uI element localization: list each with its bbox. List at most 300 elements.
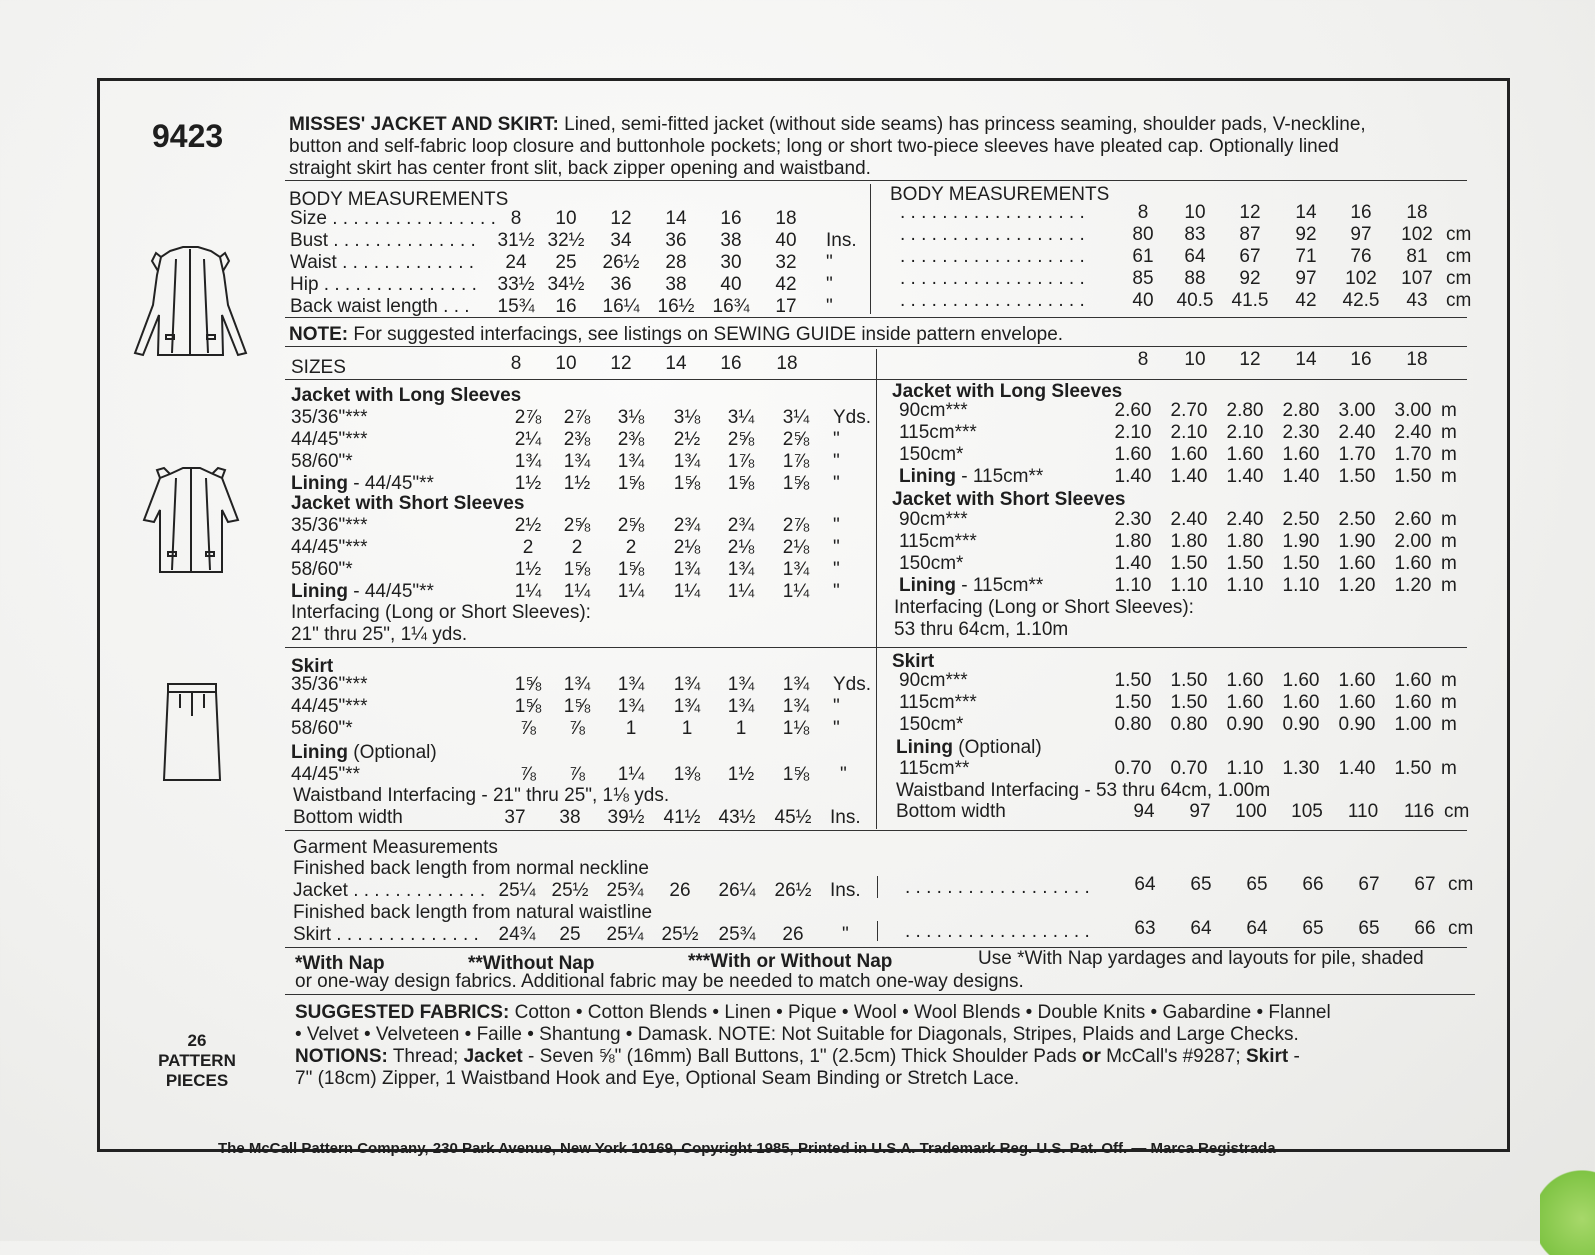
body-row-value: 10 bbox=[555, 208, 577, 229]
body-row-value: 8 bbox=[510, 208, 522, 229]
jacket-long-row-value: 1¾ bbox=[673, 451, 701, 472]
metric-jacket-short-row-value: 2.50 bbox=[1338, 509, 1376, 530]
bottom-width-value: 38 bbox=[559, 807, 581, 828]
metric-skirt-row-value: 1.00 bbox=[1394, 714, 1432, 735]
divider bbox=[876, 349, 877, 829]
jacket-short-row-value: 1½ bbox=[514, 559, 542, 580]
metric-waistband-interfacing: Waistband Interfacing - 53 thru 64cm, 1.00m bbox=[896, 780, 1271, 801]
waistband-interfacing: Waistband Interfacing - 21" thru 25", 1⅛ yds. bbox=[293, 785, 670, 806]
body-metric-row-value: 16 bbox=[1350, 202, 1372, 223]
jacket-short-row-value: 2⅛ bbox=[782, 537, 810, 558]
jacket-long-row-value: 1⅝ bbox=[782, 473, 810, 494]
header-line-1 bbox=[289, 114, 1366, 136]
skirt-row-value: 1¾ bbox=[563, 674, 591, 695]
metric-jacket-short-row-value: 1.20 bbox=[1338, 575, 1376, 596]
metric-jacket-long-row-value: 1.50 bbox=[1338, 466, 1376, 487]
metric-jacket-short-row-value: 1.80 bbox=[1170, 531, 1208, 552]
metric-jacket-long-row-value: 2.70 bbox=[1170, 400, 1208, 421]
body-row-label: Hip . . . . . . . . . . . . . . . bbox=[290, 274, 477, 295]
notions-skirt: Skirt bbox=[1246, 1046, 1289, 1067]
body-metric-row-unit: cm bbox=[1446, 246, 1472, 267]
metric-lining-row-value: 1.10 bbox=[1226, 758, 1264, 779]
metric-jacket-short-row-value: 1.60 bbox=[1338, 553, 1376, 574]
jacket-long-row-value: 1⅝ bbox=[727, 473, 755, 494]
metric-jacket-long-row-value: 2.60 bbox=[1114, 400, 1152, 421]
jacket-short-row-value: 1⅝ bbox=[617, 559, 645, 580]
jacket-long-row-label-text: 44/45"*** bbox=[291, 429, 368, 450]
metric-jacket-long-row-value: 2.40 bbox=[1338, 422, 1376, 443]
metric-skirt-row-value: 0.80 bbox=[1114, 714, 1152, 735]
jacket-long-row-label-rest: - 44/45"** bbox=[347, 473, 434, 494]
garment-jacket-metric-value: 66 bbox=[1302, 874, 1324, 895]
metric-skirt-row-unit: m bbox=[1441, 670, 1457, 691]
metric-jacket-long-row-value: 2.10 bbox=[1226, 422, 1264, 443]
metric-jacket-long-row-unit: m bbox=[1441, 444, 1457, 465]
bottom-width-value: 41½ bbox=[663, 807, 701, 828]
metric-skirt-row-value: 0.90 bbox=[1282, 714, 1320, 735]
header-desc-1: Lined, semi-fitted jacket (without side seams) has princess seaming, shoulder pads, V-neckline, bbox=[558, 114, 1366, 135]
jacket-long-row-value: 1⅝ bbox=[673, 473, 701, 494]
metric-jacket-short-row-label-text: 90cm*** bbox=[899, 509, 968, 530]
jacket-short-row-value: 2⅝ bbox=[563, 515, 591, 536]
divider bbox=[285, 994, 1475, 995]
body-row-value: 40 bbox=[775, 230, 797, 251]
body-metric-dots: . . . . . . . . . . . . . . . . . . bbox=[900, 268, 1085, 289]
skirt-row-value: 1⅛ bbox=[782, 718, 810, 739]
metric-bottom-width-value: 110 bbox=[1347, 801, 1379, 822]
body-metric-row-value: 85 bbox=[1132, 268, 1154, 289]
body-metric-row-value: 92 bbox=[1239, 268, 1261, 289]
metric-bottom-width-value: 105 bbox=[1291, 801, 1323, 822]
short-sleeve-jacket-sketch bbox=[140, 460, 244, 577]
size-header-value: 12 bbox=[610, 353, 632, 374]
metric-skirt-row-value: 1.60 bbox=[1338, 670, 1376, 691]
metric-skirt-row-label bbox=[899, 692, 977, 714]
metric-jacket-long-row-value: 3.00 bbox=[1338, 400, 1376, 421]
skirt-row-label bbox=[291, 674, 367, 696]
body-row-value: 26½ bbox=[602, 252, 640, 273]
body-metric-row-value: 14 bbox=[1295, 202, 1317, 223]
garment-skirt-metric-value: 65 bbox=[1358, 918, 1380, 939]
skirt-row-value: 1 bbox=[735, 718, 747, 739]
size-header-value: 16 bbox=[720, 353, 742, 374]
garment-jacket-metric-value: 64 bbox=[1134, 874, 1156, 895]
body-row-label: Back waist length . . . bbox=[290, 296, 470, 317]
body-metric-row-unit: cm bbox=[1446, 290, 1472, 311]
metric-jacket-short-row-value: 2.60 bbox=[1394, 509, 1432, 530]
metric-skirt-row-label bbox=[899, 670, 968, 692]
header-title: MISSES' JACKET AND SKIRT: bbox=[289, 114, 559, 135]
body-row-value: 28 bbox=[665, 252, 687, 273]
skirt-lining-row-label: 44/45"** bbox=[291, 764, 361, 785]
garment-heading: Garment Measurements bbox=[293, 837, 498, 858]
jacket-short-row-value: 1¼ bbox=[727, 581, 755, 602]
body-row-value: 38 bbox=[665, 274, 687, 295]
long-sleeve-jacket-sketch bbox=[128, 245, 256, 360]
notions-text: - Seven ⅝" (16mm) Ball Buttons, 1" (2.5cm) Thick Shoulder Pads bbox=[522, 1046, 1082, 1067]
metric-skirt-row-value: 0.90 bbox=[1226, 714, 1264, 735]
jacket-short-row-value: 2¾ bbox=[727, 515, 755, 536]
jacket-short-row-value: 2⅝ bbox=[617, 515, 645, 536]
body-metric-row-value: 71 bbox=[1295, 246, 1317, 267]
metric-lining-bold: Lining bbox=[896, 737, 953, 758]
metric-lining-row-value: 1.40 bbox=[1338, 758, 1376, 779]
metric-skirt-row-label-text: 115cm*** bbox=[899, 692, 977, 713]
jacket-long-row-value: 3¼ bbox=[727, 407, 755, 428]
jacket-short-row-unit: " bbox=[833, 559, 840, 580]
jacket-short-row-unit: " bbox=[833, 515, 840, 536]
metric-jacket-short-row-value: 1.40 bbox=[1114, 553, 1152, 574]
metric-jacket-short-row-value: 1.10 bbox=[1282, 575, 1320, 596]
metric-jacket-short-row-label bbox=[899, 575, 1043, 597]
metric-jacket-short-row-label-text: 150cm* bbox=[899, 553, 964, 574]
skirt-lining-rest: (Optional) bbox=[347, 742, 437, 763]
jacket-short-row-value: 1¼ bbox=[563, 581, 591, 602]
body-row-value: 16 bbox=[555, 296, 577, 317]
metric-jacket-long-row-value: 2.10 bbox=[1114, 422, 1152, 443]
metric-jacket-long-row-value: 1.40 bbox=[1282, 466, 1320, 487]
body-row-label: Waist . . . . . . . . . . . . . bbox=[290, 252, 475, 273]
garment-skirt-value: 26 bbox=[782, 924, 804, 945]
metric-jacket-long-row-value: 1.40 bbox=[1114, 466, 1152, 487]
body-metric-row-value: 97 bbox=[1350, 224, 1372, 245]
interfacing-line-2: 21" thru 25", 1¼ yds. bbox=[291, 624, 468, 645]
metric-lining-row-value: 1.30 bbox=[1282, 758, 1320, 779]
body-metric-row-value: 83 bbox=[1184, 224, 1206, 245]
metric-bottom-width-value: 97 bbox=[1189, 801, 1211, 822]
metric-jacket-short-row-value: 2.30 bbox=[1114, 509, 1152, 530]
notions-text: - bbox=[1288, 1046, 1300, 1067]
metric-skirt-row-value: 1.60 bbox=[1282, 670, 1320, 691]
jacket-short-row-label-rest: - 44/45"** bbox=[347, 581, 434, 602]
body-metric-row-value: 81 bbox=[1406, 246, 1428, 267]
body-row-unit: " bbox=[826, 274, 833, 295]
body-metric-dots: . . . . . . . . . . . . . . . . . . bbox=[900, 246, 1085, 267]
garment-jacket-value: 25¼ bbox=[498, 880, 536, 901]
metric-lining-rest: (Optional) bbox=[952, 737, 1042, 758]
body-metric-row-value: 64 bbox=[1184, 246, 1206, 267]
metric-jacket-long-row-value: 1.50 bbox=[1394, 466, 1432, 487]
jacket-short-row-label-text: 44/45"*** bbox=[291, 537, 368, 558]
garment-skirt-value: 25½ bbox=[661, 924, 699, 945]
jacket-long-row-label bbox=[291, 451, 353, 473]
body-row-value: 32½ bbox=[547, 230, 585, 251]
metric-skirt-row-value: 0.80 bbox=[1170, 714, 1208, 735]
body-row-unit: " bbox=[826, 296, 833, 317]
metric-jacket-long-row-value: 1.40 bbox=[1226, 466, 1264, 487]
metric-bottom-width-value: 100 bbox=[1235, 801, 1267, 822]
divider bbox=[285, 346, 1467, 347]
garment-skirt-metric-value: 64 bbox=[1190, 918, 1212, 939]
skirt-lining-row-unit: " bbox=[840, 764, 847, 785]
jacket-long-row-value: 3⅛ bbox=[617, 407, 645, 428]
jacket-long-row-value: 1¾ bbox=[563, 451, 591, 472]
jacket-short-row-value: 2⅛ bbox=[673, 537, 701, 558]
jacket-long-row-value: 2⅝ bbox=[782, 429, 810, 450]
body-metric-row-value: 40 bbox=[1132, 290, 1154, 311]
body-metric-dots: . . . . . . . . . . . . . . . . . . bbox=[900, 202, 1085, 223]
notions-or: or bbox=[1081, 1046, 1101, 1067]
metric-skirt-row-value: 1.60 bbox=[1338, 692, 1376, 713]
skirt-row-value: 1⅝ bbox=[563, 696, 591, 717]
jacket-short-row-value: 2⅛ bbox=[727, 537, 755, 558]
notions-line-2: 7" (18cm) Zipper, 1 Waistband Hook and Eye, Optional Seam Binding or Stretch Lace. bbox=[295, 1068, 1020, 1089]
divider bbox=[285, 830, 1467, 831]
skirt-row-value: 1¾ bbox=[727, 674, 755, 695]
metric-jacket-short-row-unit: m bbox=[1441, 531, 1457, 552]
metric-bottom-width-value: 94 bbox=[1133, 801, 1155, 822]
body-row-value: 34 bbox=[610, 230, 632, 251]
skirt-row-label bbox=[291, 696, 367, 718]
jacket-long-row-value: 1½ bbox=[514, 473, 542, 494]
jacket-short-row-value: 2 bbox=[625, 537, 637, 558]
metric-jacket-long-row-label-text: Lining bbox=[899, 466, 956, 487]
skirt-row-value: 1 bbox=[681, 718, 693, 739]
body-row-value: 40 bbox=[720, 274, 742, 295]
garment-jacket-value: 26 bbox=[669, 880, 691, 901]
metric-jacket-long-row-value: 2.30 bbox=[1282, 422, 1320, 443]
skirt-row-unit: " bbox=[833, 718, 840, 739]
metric-jacket-short-row-value: 2.40 bbox=[1226, 509, 1264, 530]
garment-jacket-value: 26½ bbox=[774, 880, 812, 901]
jacket-long-row-value: 2⅜ bbox=[617, 429, 645, 450]
body-row-value: 31½ bbox=[497, 230, 535, 251]
jacket-long-row-label bbox=[291, 407, 367, 429]
garment-jacket-desc: Finished back length from normal neckline bbox=[293, 858, 649, 879]
skirt-sketch bbox=[160, 680, 224, 784]
garment-skirt-value: 24¾ bbox=[498, 924, 536, 945]
skirt-row-value: 1⅝ bbox=[514, 674, 542, 695]
pattern-number: 9423 bbox=[152, 118, 224, 154]
jacket-short-heading: Jacket with Short Sleeves bbox=[291, 493, 525, 514]
metric-jacket-short-row-value: 2.50 bbox=[1282, 509, 1320, 530]
metric-jacket-short-row-value: 2.00 bbox=[1394, 531, 1432, 552]
jacket-long-row-value: 1⅝ bbox=[617, 473, 645, 494]
note-text: For suggested interfacings, see listings on SEWING GUIDE inside pattern envelope. bbox=[348, 324, 1064, 345]
skirt-row-label-text: 58/60"* bbox=[291, 718, 353, 739]
header-desc-2: button and self-fabric loop closure and buttonhole pockets; long or short two-piece sleeves have pleated cap. Optionally lined bbox=[289, 136, 1339, 157]
metric-lining-row-value: 0.70 bbox=[1114, 758, 1152, 779]
metric-jacket-long-row-value: 2.80 bbox=[1226, 400, 1264, 421]
body-metric-row-value: 40.5 bbox=[1176, 290, 1214, 311]
metric-skirt-lining-label bbox=[896, 737, 1042, 759]
divider bbox=[877, 921, 878, 941]
footer: The McCall Pattern Company, 230 Park Avenue, New York 10169, Copyright 1985, Printed in U.S.A. Trademark Reg. U.S. Pat. Off. — Marca Registrada bbox=[218, 1140, 1276, 1157]
garment-skirt-metric-value: 64 bbox=[1246, 918, 1268, 939]
metric-jacket-short-heading: Jacket with Short Sleeves bbox=[892, 489, 1126, 510]
notions-line-1 bbox=[295, 1046, 1300, 1068]
jacket-short-row-value: 1¾ bbox=[673, 559, 701, 580]
size-header-metric-value: 10 bbox=[1184, 349, 1206, 370]
metric-jacket-short-row-label bbox=[899, 553, 963, 575]
jacket-short-row-value: 1¾ bbox=[727, 559, 755, 580]
bottom-width-value: 39½ bbox=[607, 807, 645, 828]
metric-skirt-row-value: 1.60 bbox=[1226, 670, 1264, 691]
jacket-long-row-value: 2⅝ bbox=[727, 429, 755, 450]
sizes-label: SIZES bbox=[291, 357, 346, 378]
jacket-long-row-value: 1½ bbox=[563, 473, 591, 494]
body-metric-row-value: 102 bbox=[1401, 224, 1433, 245]
body-metric-row-value: 76 bbox=[1350, 246, 1372, 267]
jacket-short-row-value: 2½ bbox=[514, 515, 542, 536]
jacket-short-row-unit: " bbox=[833, 581, 840, 602]
body-metric-row-value: 18 bbox=[1406, 202, 1428, 223]
metric-jacket-long-row-value: 1.40 bbox=[1170, 466, 1208, 487]
metric-interfacing-line-2: 53 thru 64cm, 1.10m bbox=[894, 619, 1069, 640]
skirt-lining-row-value: 1¼ bbox=[617, 764, 645, 785]
jacket-short-row-label-text: 35/36"*** bbox=[291, 515, 368, 536]
metric-jacket-long-row-label bbox=[899, 444, 963, 466]
metric-jacket-long-row-value: 2.40 bbox=[1394, 422, 1432, 443]
metric-skirt-row-value: 1.60 bbox=[1282, 692, 1320, 713]
jacket-short-row-label bbox=[291, 559, 353, 581]
metric-jacket-short-row-value: 1.80 bbox=[1226, 531, 1264, 552]
jacket-long-row-value: 3¼ bbox=[782, 407, 810, 428]
jacket-long-row-value: 2½ bbox=[673, 429, 701, 450]
jacket-long-row-value: 3⅛ bbox=[673, 407, 701, 428]
metric-jacket-long-row-value: 2.80 bbox=[1282, 400, 1320, 421]
metric-skirt-row-unit: m bbox=[1441, 692, 1457, 713]
jacket-long-row-unit: " bbox=[833, 451, 840, 472]
metric-bottom-width-value: 116 bbox=[1403, 801, 1435, 822]
body-row-unit: Ins. bbox=[826, 230, 857, 251]
jacket-long-row-label-text: Lining bbox=[291, 473, 348, 494]
metric-jacket-short-row-unit: m bbox=[1441, 553, 1457, 574]
body-row-value: 16 bbox=[720, 208, 742, 229]
skirt-row-value: 1¾ bbox=[673, 674, 701, 695]
garment-skirt-value: 25 bbox=[559, 924, 581, 945]
metric-jacket-long-row-unit: m bbox=[1441, 466, 1457, 487]
body-metric-row-unit: cm bbox=[1446, 224, 1472, 245]
notions-text: McCall's #9287; bbox=[1100, 1046, 1246, 1067]
garment-jacket-metric-value: 65 bbox=[1190, 874, 1212, 895]
jacket-short-row-value: 2 bbox=[522, 537, 534, 558]
metric-skirt-row-value: 1.50 bbox=[1114, 692, 1152, 713]
metric-jacket-long-row-value: 2.10 bbox=[1170, 422, 1208, 443]
metric-skirt-row-label-text: 150cm* bbox=[899, 714, 964, 735]
fabrics-text-1: Cotton • Cotton Blends • Linen • Pique • Wool • Wool Blends • Double Knits • Gabardine • Flannel bbox=[509, 1002, 1331, 1023]
bottom-width-value: 37 bbox=[504, 807, 526, 828]
jacket-long-heading: Jacket with Long Sleeves bbox=[291, 385, 522, 406]
bottom-width-label: Bottom width bbox=[293, 807, 403, 828]
paper-stain bbox=[1540, 1165, 1595, 1255]
metric-jacket-long-row-label bbox=[899, 400, 968, 422]
jacket-long-row-value: 2⅜ bbox=[563, 429, 591, 450]
skirt-row-label bbox=[291, 718, 353, 740]
notions-label: NOTIONS: bbox=[295, 1046, 388, 1067]
body-row-value: 32 bbox=[775, 252, 797, 273]
garment-dots: . . . . . . . . . . . . . . . . . . bbox=[905, 877, 1090, 898]
jacket-short-row-value: 1¼ bbox=[514, 581, 542, 602]
jacket-short-row-label bbox=[291, 537, 367, 559]
metric-skirt-heading: Skirt bbox=[892, 651, 935, 672]
metric-jacket-short-row-label-rest: - 115cm** bbox=[955, 575, 1044, 596]
size-header-metric-value: 14 bbox=[1295, 349, 1317, 370]
body-metric-row-value: 67 bbox=[1239, 246, 1261, 267]
metric-jacket-short-row-value: 1.60 bbox=[1394, 553, 1432, 574]
body-heading-imperial: BODY MEASUREMENTS bbox=[289, 189, 509, 210]
jacket-short-row-value: 1¼ bbox=[617, 581, 645, 602]
metric-jacket-short-row-value: 1.10 bbox=[1170, 575, 1208, 596]
body-row-value: 16¾ bbox=[712, 296, 750, 317]
pieces-count: 26 bbox=[187, 1031, 207, 1050]
fabrics-line-1 bbox=[295, 1002, 1331, 1024]
metric-jacket-long-row-unit: m bbox=[1441, 400, 1457, 421]
body-row-value: 12 bbox=[610, 208, 632, 229]
body-metric-dots: . . . . . . . . . . . . . . . . . . bbox=[900, 224, 1085, 245]
metric-jacket-short-row-value: 1.10 bbox=[1114, 575, 1152, 596]
metric-skirt-row-value: 1.50 bbox=[1114, 670, 1152, 691]
garment-jacket-metric-value: 67 bbox=[1414, 874, 1436, 895]
metric-lining-row-label: 115cm** bbox=[899, 758, 970, 779]
metric-jacket-short-row-value: 1.50 bbox=[1170, 553, 1208, 574]
metric-jacket-long-row-value: 3.00 bbox=[1394, 400, 1432, 421]
skirt-lining-row-value: 1⅝ bbox=[782, 764, 810, 785]
metric-skirt-row-value: 1.60 bbox=[1394, 670, 1432, 691]
metric-skirt-row-value: 1.60 bbox=[1394, 692, 1432, 713]
metric-skirt-row-value: 1.50 bbox=[1170, 670, 1208, 691]
body-row-value: 17 bbox=[775, 296, 797, 317]
notions-jacket: Jacket bbox=[463, 1046, 523, 1067]
skirt-row-value: 1¾ bbox=[782, 674, 810, 695]
notions-text: Thread; bbox=[387, 1046, 464, 1067]
skirt-lining-label bbox=[291, 742, 437, 764]
metric-lining-row-value: 0.70 bbox=[1170, 758, 1208, 779]
skirt-lining-bold: Lining bbox=[291, 742, 348, 763]
body-row-value: 15¾ bbox=[497, 296, 535, 317]
jacket-short-row-value: 1¼ bbox=[782, 581, 810, 602]
body-row-value: 24 bbox=[505, 252, 527, 273]
jacket-long-row-unit: Yds. bbox=[833, 407, 872, 428]
jacket-long-row-label bbox=[291, 429, 367, 451]
metric-jacket-long-row-value: 1.70 bbox=[1394, 444, 1432, 465]
garment-skirt-metric-value: 66 bbox=[1414, 918, 1436, 939]
metric-skirt-row-label bbox=[899, 714, 963, 736]
jacket-long-row-unit: " bbox=[833, 473, 840, 494]
jacket-long-row-label bbox=[291, 473, 434, 495]
jacket-long-row-label-text: 58/60"* bbox=[291, 451, 353, 472]
body-metric-row-value: 92 bbox=[1295, 224, 1317, 245]
jacket-long-row-value: 2⅞ bbox=[563, 407, 591, 428]
size-header-metric-value: 18 bbox=[1406, 349, 1428, 370]
interfacing-line-1: Interfacing (Long or Short Sleeves): bbox=[291, 602, 591, 623]
fabrics-label: SUGGESTED FABRICS: bbox=[295, 1002, 510, 1023]
metric-lining-row-unit: m bbox=[1441, 758, 1457, 779]
body-row-value: 16½ bbox=[657, 296, 695, 317]
skirt-row-unit: Yds. bbox=[833, 674, 872, 695]
size-header-value: 18 bbox=[776, 353, 798, 374]
size-header-value: 10 bbox=[555, 353, 577, 374]
metric-jacket-short-row-value: 1.50 bbox=[1282, 553, 1320, 574]
skirt-row-value: 1¾ bbox=[617, 696, 645, 717]
size-header-value: 8 bbox=[510, 353, 522, 374]
jacket-short-row-label-text: Lining bbox=[291, 581, 348, 602]
nap-without: **Without Nap bbox=[468, 953, 595, 974]
body-heading-metric: BODY MEASUREMENTS bbox=[890, 184, 1110, 205]
body-row-value: 38 bbox=[720, 230, 742, 251]
skirt-row-value: 1 bbox=[625, 718, 637, 739]
jacket-short-row-value: 1¾ bbox=[782, 559, 810, 580]
metric-interfacing-line-1: Interfacing (Long or Short Sleeves): bbox=[894, 597, 1194, 618]
body-metric-row-value: 12 bbox=[1239, 202, 1261, 223]
size-header-value: 14 bbox=[665, 353, 687, 374]
garment-skirt-metric-value: 65 bbox=[1302, 918, 1324, 939]
jacket-long-row-value: 2¼ bbox=[514, 429, 542, 450]
jacket-short-row-value: 2⅞ bbox=[782, 515, 810, 536]
jacket-long-row-value: 2⅞ bbox=[514, 407, 542, 428]
body-metric-row-unit: cm bbox=[1446, 268, 1472, 289]
metric-jacket-long-row-unit: m bbox=[1441, 422, 1457, 443]
